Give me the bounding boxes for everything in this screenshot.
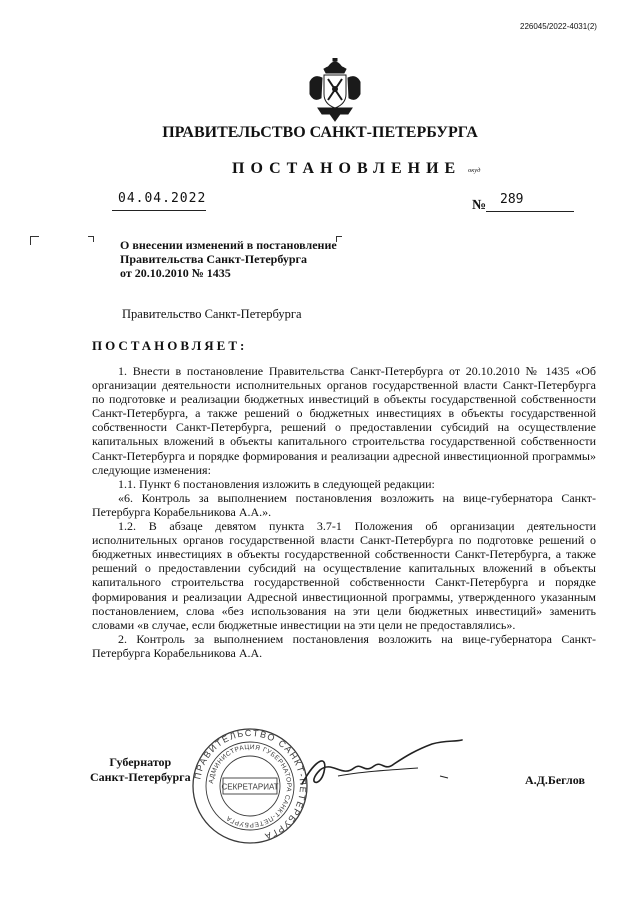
subject-line: О внесении изменений в постановление bbox=[120, 238, 337, 252]
seal-outer-text: ПРАВИТЕЛЬСТВО САНКТ-ПЕТЕРБУРГА bbox=[192, 727, 309, 842]
signer-position bbox=[90, 755, 191, 785]
coat-of-arms-icon bbox=[304, 58, 366, 122]
document-body bbox=[92, 364, 596, 660]
signer-region: Санкт-Петербурга bbox=[90, 770, 191, 784]
subject-line: от 20.10.2010 № 1435 bbox=[120, 266, 231, 281]
paragraph-1: 1. Внести в постановление Правительства Санкт-Петербурга от 20.10.2010 № 1435 «Об организации деятельности исполнительных органов государственной власти Санкт-Петербурга по подготовке и реализации бюджетных инвестиций в объекты государственной собственности Санкт-Петербурга, а также решений о бюджетных инвестициях в объекты государственной собственности Санкт-Петербурга, решений о предоставлении субсидий на осуществление капитальных вложений в объекты капитального строительства государственной собственности Санкт-Петербурга и порядке формирования и реализации адресной инвестиционной программы» следующие изменения: bbox=[92, 364, 596, 477]
subject-bracket-left bbox=[88, 236, 94, 242]
resolves-heading: ПОСТАНОВЛЯЕТ: bbox=[92, 338, 248, 353]
signer-title: Губернатор bbox=[109, 755, 172, 769]
corner-mark bbox=[30, 236, 39, 245]
document-number: 289 bbox=[500, 192, 524, 207]
document-subject bbox=[120, 238, 337, 281]
document-date: 04.04.2022 bbox=[118, 191, 207, 206]
government-title: ПРАВИТЕЛЬСТВО САНКТ-ПЕТЕРБУРГА bbox=[162, 124, 478, 141]
paragraph-1-1-text: «6. Контроль за выполнением постановления возложить на вице-губернатора Санкт-Петербурга Корабельникова А.А.». bbox=[92, 490, 596, 519]
document-type-title: ПОСТАНОВЛЕНИЕ bbox=[232, 160, 462, 177]
date-underline bbox=[112, 210, 206, 211]
signer-name: А.Д.Беглов bbox=[525, 773, 585, 787]
official-seal bbox=[190, 726, 310, 846]
paragraph-2: 2. Контроль за выполнением постановления возложить на вице-губернатора Санкт-Петербурга Корабельникова А.А. bbox=[92, 631, 596, 660]
okud-label: окуд bbox=[468, 167, 481, 174]
paragraph-1-1: 1.1. Пункт 6 постановления изложить в следующей редакции: bbox=[118, 476, 435, 491]
seal-inner-text: АДМИНИСТРАЦИЯ ГУБЕРНАТОРА САНКТ-ПЕТЕРБУРГА bbox=[208, 743, 293, 829]
handwritten-signature bbox=[298, 738, 470, 796]
document-code: 226045/2022-4031(2) bbox=[520, 22, 597, 31]
paragraph-1-2: 1.2. В абзаце девятом пункта 3.7-1 Положения об организации деятельности исполнительных органов государственной власти Санкт-Петербурга по подготовке решений о бюджетных инвестициях в объекты государственной собственности Санкт-Петербурга, а также решений о предоставлении субсидий на осуществление капитальных вложений в объекты капитального строительства государственной собственности Санкт-Петербурга и порядке формирования и реализации Адресной инвестиционной программы, утвержденного указанным постановлением, слова «без использования на эти цели бюджетных инвестиций» заменить словами «в случае, если бюджетные инвестиции на эти цели не предоставлялись». bbox=[92, 519, 596, 632]
subject-line: Правительства Санкт-Петербурга bbox=[120, 252, 308, 267]
number-underline bbox=[486, 211, 574, 212]
intro-text: Правительство Санкт-Петербурга bbox=[122, 307, 302, 321]
number-label: № bbox=[472, 198, 487, 213]
seal-center-text: СЕКРЕТАРИАТ bbox=[221, 782, 279, 792]
